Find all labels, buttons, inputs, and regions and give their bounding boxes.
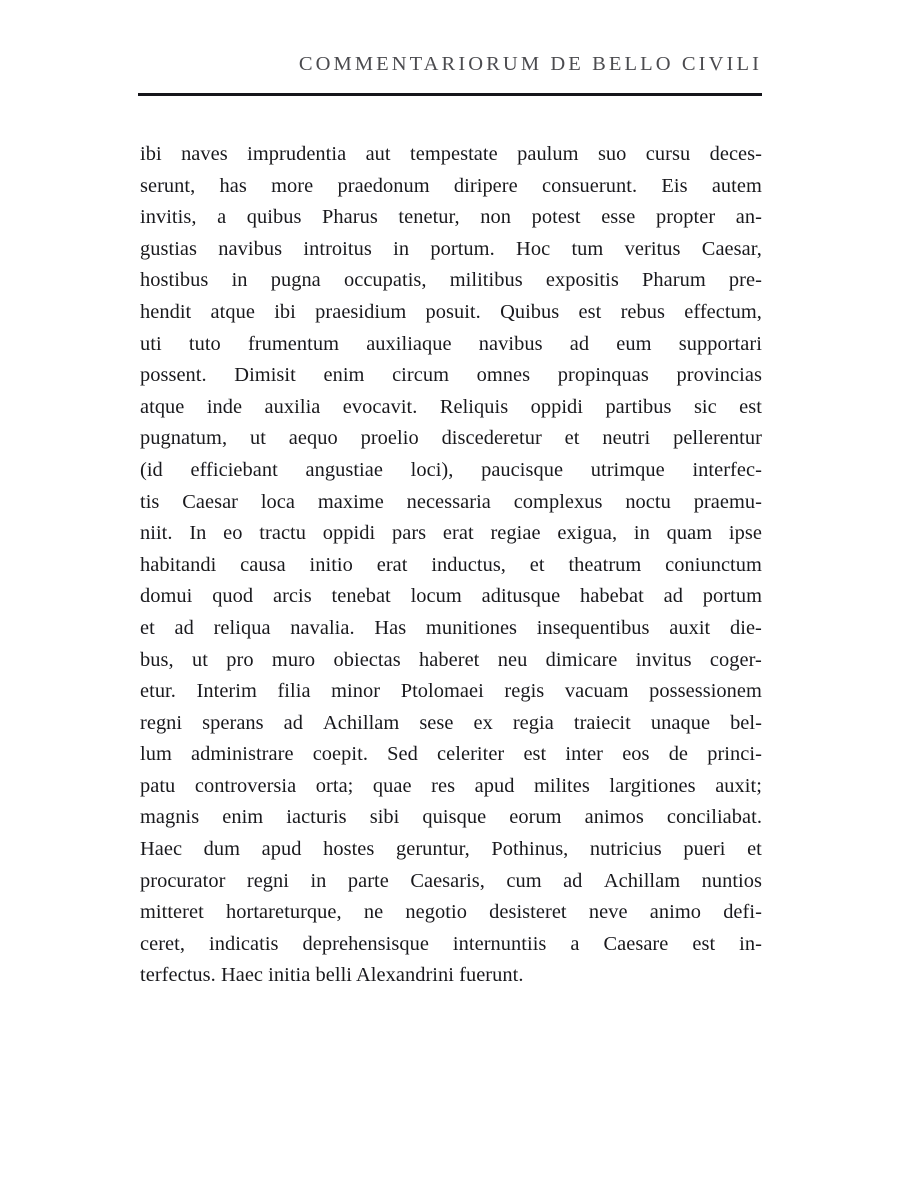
text-word: invitus <box>635 648 692 671</box>
text-word: est <box>578 300 602 323</box>
text-word: Pharum <box>642 269 706 292</box>
text-word: naves <box>181 143 228 165</box>
text-word: omnes <box>476 364 531 387</box>
text-word: ipse <box>728 522 762 545</box>
text-word: hostibus <box>140 269 209 292</box>
text-word: dimicare <box>545 648 618 671</box>
text-word: tis <box>140 490 160 513</box>
text-word: iacturis <box>286 806 347 829</box>
text-word: necessaria <box>406 490 491 513</box>
text-word: minor <box>331 680 381 703</box>
text-word: esse <box>601 206 636 229</box>
text-word: hortareturque, <box>226 901 342 924</box>
text-word: inter <box>565 743 604 766</box>
text-word: Has <box>374 616 407 639</box>
text-line <box>140 739 762 771</box>
text-word: celeriter <box>437 743 505 766</box>
text-word: proelio <box>360 427 419 450</box>
text-word: in <box>393 237 410 260</box>
text-word: ad <box>663 585 683 608</box>
text-word: magnis <box>140 806 200 829</box>
text-line <box>140 392 762 424</box>
text-word: effectum, <box>684 300 762 323</box>
text-word: geruntur, <box>395 838 470 861</box>
text-word: evocavit. <box>342 395 418 418</box>
text-line <box>140 360 762 392</box>
text-word: et <box>564 427 580 450</box>
text-word: loci), <box>410 458 454 481</box>
text-word: locum <box>410 585 462 608</box>
text-word: circum <box>392 364 449 387</box>
text-word: complexus <box>513 490 603 513</box>
text-word: munitiones <box>425 616 518 639</box>
text-word: neu <box>497 648 528 671</box>
text-word: inductus, <box>431 553 506 576</box>
text-word: pre- <box>728 269 762 292</box>
body-text-block <box>140 139 762 992</box>
text-word: Caesar, <box>701 237 762 260</box>
text-line <box>140 708 762 740</box>
text-word: insequentibus <box>536 616 650 639</box>
text-word: oppidi <box>322 522 376 545</box>
text-word: apud <box>474 774 515 797</box>
header-rule <box>138 93 762 96</box>
text-word: inde <box>206 395 243 418</box>
text-word: ad <box>174 616 194 639</box>
text-word: consuerunt. <box>541 174 638 197</box>
text-word: oppidi <box>530 395 584 418</box>
text-line <box>140 613 762 645</box>
text-word: cursu <box>645 143 691 165</box>
text-word: obiectas <box>333 648 401 671</box>
text-word: pellerentur <box>673 427 762 450</box>
text-word: nuntios <box>701 869 762 892</box>
text-word: posuit. <box>425 300 481 323</box>
text-line <box>140 329 762 361</box>
text-word: et <box>140 616 155 639</box>
text-word: Eis <box>661 174 688 197</box>
text-word: habitandi <box>140 553 217 576</box>
text-word: has <box>219 174 247 197</box>
text-word: navalia. <box>290 616 355 639</box>
text-word: pugna <box>270 269 321 292</box>
text-word: Caesare <box>603 932 669 955</box>
text-word: tempestate <box>410 143 498 165</box>
text-word: erat <box>442 522 474 545</box>
text-line <box>140 866 762 898</box>
text-word: orta; <box>315 774 354 797</box>
text-word: Caesaris, <box>410 869 485 892</box>
text-word: quod <box>212 585 254 608</box>
text-word: tum <box>571 237 604 260</box>
text-word: interfec- <box>692 458 762 481</box>
text-word: Haec <box>140 838 183 861</box>
text-word: est <box>739 395 762 418</box>
text-word: eos <box>622 743 650 766</box>
text-word: ibi <box>140 143 162 165</box>
text-word: regiae <box>490 522 541 545</box>
text-word: quisque <box>422 806 487 829</box>
text-word: quae <box>372 774 412 797</box>
text-word: auxit; <box>715 774 762 797</box>
text-word: suo <box>597 143 627 165</box>
text-word: in <box>310 869 327 892</box>
text-word: auxiliaque <box>366 332 452 355</box>
text-word: administrare <box>191 743 294 766</box>
text-word: animo <box>649 901 701 924</box>
text-line <box>140 897 762 929</box>
text-word: largitiones <box>609 774 696 797</box>
text-word: negotio <box>405 901 467 924</box>
text-word: est <box>523 743 547 766</box>
text-word: possent. <box>140 364 207 387</box>
text-word: expositis <box>545 269 619 292</box>
text-word: cum <box>506 869 542 892</box>
text-word: deprehensisque <box>302 932 429 955</box>
text-word: regia <box>512 711 554 734</box>
text-word: hendit <box>140 300 192 323</box>
text-line <box>140 171 762 203</box>
text-word: nutricius <box>589 838 662 861</box>
text-word: sperans <box>202 711 264 734</box>
text-line <box>140 645 762 677</box>
text-word: a <box>570 932 580 955</box>
page-header <box>138 54 762 96</box>
text-word: Dimisit <box>234 364 296 387</box>
text-word: in <box>633 522 650 545</box>
text-word: Interim <box>196 680 257 703</box>
text-word: regni <box>246 869 290 892</box>
text-word: sic <box>693 395 717 418</box>
text-word: die- <box>729 616 762 639</box>
text-word: praedonum <box>337 174 430 197</box>
text-word: indicatis <box>209 932 279 955</box>
text-word: erat <box>376 553 408 576</box>
text-line <box>140 234 762 266</box>
text-word: veritus <box>624 237 681 260</box>
text-line <box>140 487 762 519</box>
text-word: haberet <box>419 648 480 671</box>
text-word: enim <box>222 806 264 829</box>
text-word: ut <box>249 427 266 450</box>
text-word: ex <box>473 711 493 734</box>
text-word: Sed <box>387 743 418 766</box>
text-word: ibi <box>274 300 296 323</box>
text-word: efficiebant <box>190 458 278 481</box>
text-word: defi- <box>723 901 762 924</box>
text-word: desisteret <box>489 901 567 924</box>
text-line <box>140 929 762 961</box>
text-word: enim <box>323 364 365 387</box>
text-word: Achillam <box>323 711 400 734</box>
text-word: imprudentia <box>247 143 347 165</box>
text-word: causa <box>240 553 286 576</box>
text-word: neve <box>588 901 628 924</box>
text-word: et <box>747 838 762 861</box>
text-word: militibus <box>449 269 523 292</box>
text-word: an- <box>735 206 762 229</box>
text-line <box>140 455 762 487</box>
text-word: mitteret <box>140 901 204 924</box>
text-word: portum. <box>430 237 495 260</box>
text-word: Quibus <box>500 300 560 323</box>
text-word: animos <box>584 806 644 829</box>
text-word: ad <box>569 332 590 355</box>
text-word: tenebat <box>331 585 391 608</box>
text-line <box>140 802 762 834</box>
text-word: maxime <box>317 490 384 513</box>
text-word: patu <box>140 774 176 797</box>
text-word: tuto <box>188 332 221 355</box>
text-word: portum <box>702 585 762 608</box>
text-word: Ptolomaei <box>400 680 484 703</box>
text-word: partibus <box>605 395 672 418</box>
text-word: rebus <box>620 300 666 323</box>
text-word: deces- <box>709 143 762 165</box>
text-word: reliqua <box>213 616 271 639</box>
text-word: neutri <box>602 427 651 450</box>
text-word: eo <box>223 522 243 545</box>
text-word: princi- <box>707 743 762 766</box>
text-word: Pharus <box>322 206 378 229</box>
text-word: angustiae <box>305 458 383 481</box>
text-word: auxilia <box>264 395 321 418</box>
text-word: ad <box>563 869 583 892</box>
text-word: res <box>431 774 456 797</box>
text-word: uti <box>140 332 162 355</box>
text-word: in <box>231 269 248 292</box>
text-word: ne <box>363 901 384 924</box>
text-word: sibi <box>369 806 400 829</box>
text-word: et <box>529 553 545 576</box>
text-word: Reliquis <box>439 395 509 418</box>
text-word: est <box>692 932 716 955</box>
text-word: regni <box>140 711 183 734</box>
text-word: lum <box>140 743 172 766</box>
text-word: discederetur <box>441 427 542 450</box>
text-word: regis <box>504 680 545 703</box>
text-word: sese <box>419 711 454 734</box>
text-word: navibus <box>478 332 543 355</box>
text-word: aut <box>365 143 391 165</box>
text-word: coepit. <box>312 743 368 766</box>
text-word: unaque <box>650 711 711 734</box>
text-word: pars <box>391 522 427 545</box>
text-word: In <box>189 522 207 545</box>
text-word: gustias <box>140 237 197 260</box>
text-word: habebat <box>580 585 644 608</box>
text-word: provincias <box>676 364 762 387</box>
text-word: de <box>668 743 689 766</box>
text-word: paucisque <box>481 458 564 481</box>
text-word: supportari <box>678 332 762 355</box>
text-word: bus, <box>140 648 174 671</box>
text-word: potest <box>531 206 581 229</box>
text-word: etur. <box>140 680 176 703</box>
text-word: serunt, <box>140 174 196 197</box>
text-word: autem <box>711 174 762 197</box>
text-word: traiecit <box>573 711 631 734</box>
text-word: vacuam <box>564 680 629 703</box>
text-word: pro <box>226 648 254 671</box>
text-word: in- <box>739 932 762 955</box>
text-word: loca <box>260 490 295 513</box>
text-word: introitus <box>303 237 372 260</box>
text-word: navibus <box>218 237 283 260</box>
text-line: terfectus. Haec initia belli Alexandrini fuerunt. <box>140 964 524 987</box>
text-line <box>140 297 762 329</box>
text-word: parte <box>347 869 389 892</box>
text-word: invitis, <box>140 206 197 229</box>
text-word: utrimque <box>590 458 665 481</box>
text-line <box>140 202 762 234</box>
text-word: atque <box>140 395 185 418</box>
text-word: praesidium <box>315 300 407 323</box>
text-word: Achillam <box>603 869 681 892</box>
text-word: procurator <box>140 869 226 892</box>
text-word: conciliabat. <box>666 806 762 829</box>
text-word: exigua, <box>557 522 618 545</box>
text-word: apud <box>261 838 302 861</box>
text-word: a <box>217 206 227 229</box>
text-word: quam <box>666 522 713 545</box>
text-word: possessionem <box>649 680 762 703</box>
text-word: muro <box>271 648 316 671</box>
text-word: pueri <box>683 838 726 861</box>
text-word: propter <box>655 206 716 229</box>
text-word: tractu <box>259 522 307 545</box>
text-line <box>140 423 762 455</box>
text-word: paulum <box>517 143 579 165</box>
text-word: theatrum <box>568 553 642 576</box>
text-word: Caesar <box>182 490 239 513</box>
text-word: coger- <box>709 648 762 671</box>
text-line <box>140 581 762 613</box>
text-word: domui <box>140 585 193 608</box>
text-word: quibus <box>246 206 302 229</box>
text-word: coniunctum <box>665 553 762 576</box>
text-word: eorum <box>509 806 562 829</box>
text-word: eum <box>616 332 652 355</box>
text-word: noctu <box>625 490 671 513</box>
text-word: niit. <box>140 522 173 545</box>
text-word: controversia <box>194 774 297 797</box>
text-line <box>140 265 762 297</box>
text-word: ut <box>191 648 208 671</box>
text-line <box>140 834 762 866</box>
text-word: dum <box>203 838 241 861</box>
text-line <box>140 550 762 582</box>
text-word: (id <box>140 458 163 481</box>
text-word: hostes <box>323 838 375 861</box>
text-line <box>140 518 762 550</box>
text-line <box>140 771 762 803</box>
text-word: more <box>271 174 314 197</box>
text-word: tenetur, <box>398 206 460 229</box>
text-word: frumentum <box>247 332 340 355</box>
text-word: milites <box>534 774 590 797</box>
text-word: atque <box>210 300 255 323</box>
text-word: ceret, <box>140 932 186 955</box>
text-word: initio <box>309 553 353 576</box>
text-word: aditusque <box>481 585 561 608</box>
text-word: propinquas <box>557 364 649 387</box>
text-word: internuntiis <box>452 932 547 955</box>
text-word: filia <box>277 680 311 703</box>
text-word: Pothinus, <box>491 838 569 861</box>
text-line <box>140 139 762 171</box>
text-word: bel- <box>730 711 762 734</box>
text-word: occupatis, <box>343 269 427 292</box>
text-word: auxit <box>669 616 711 639</box>
running-head-title: COMMENTARIORUM DE BELLO CIVILI <box>298 53 762 75</box>
text-word: pugnatum, <box>140 427 228 450</box>
text-word: diripere <box>453 174 518 197</box>
text-word: Hoc <box>516 237 551 260</box>
text-line <box>140 676 762 708</box>
text-word: ad <box>283 711 304 734</box>
text-word: aequo <box>288 427 338 450</box>
text-word: praemu- <box>693 490 762 513</box>
text-word: arcis <box>272 585 312 608</box>
text-word: non <box>480 206 512 229</box>
